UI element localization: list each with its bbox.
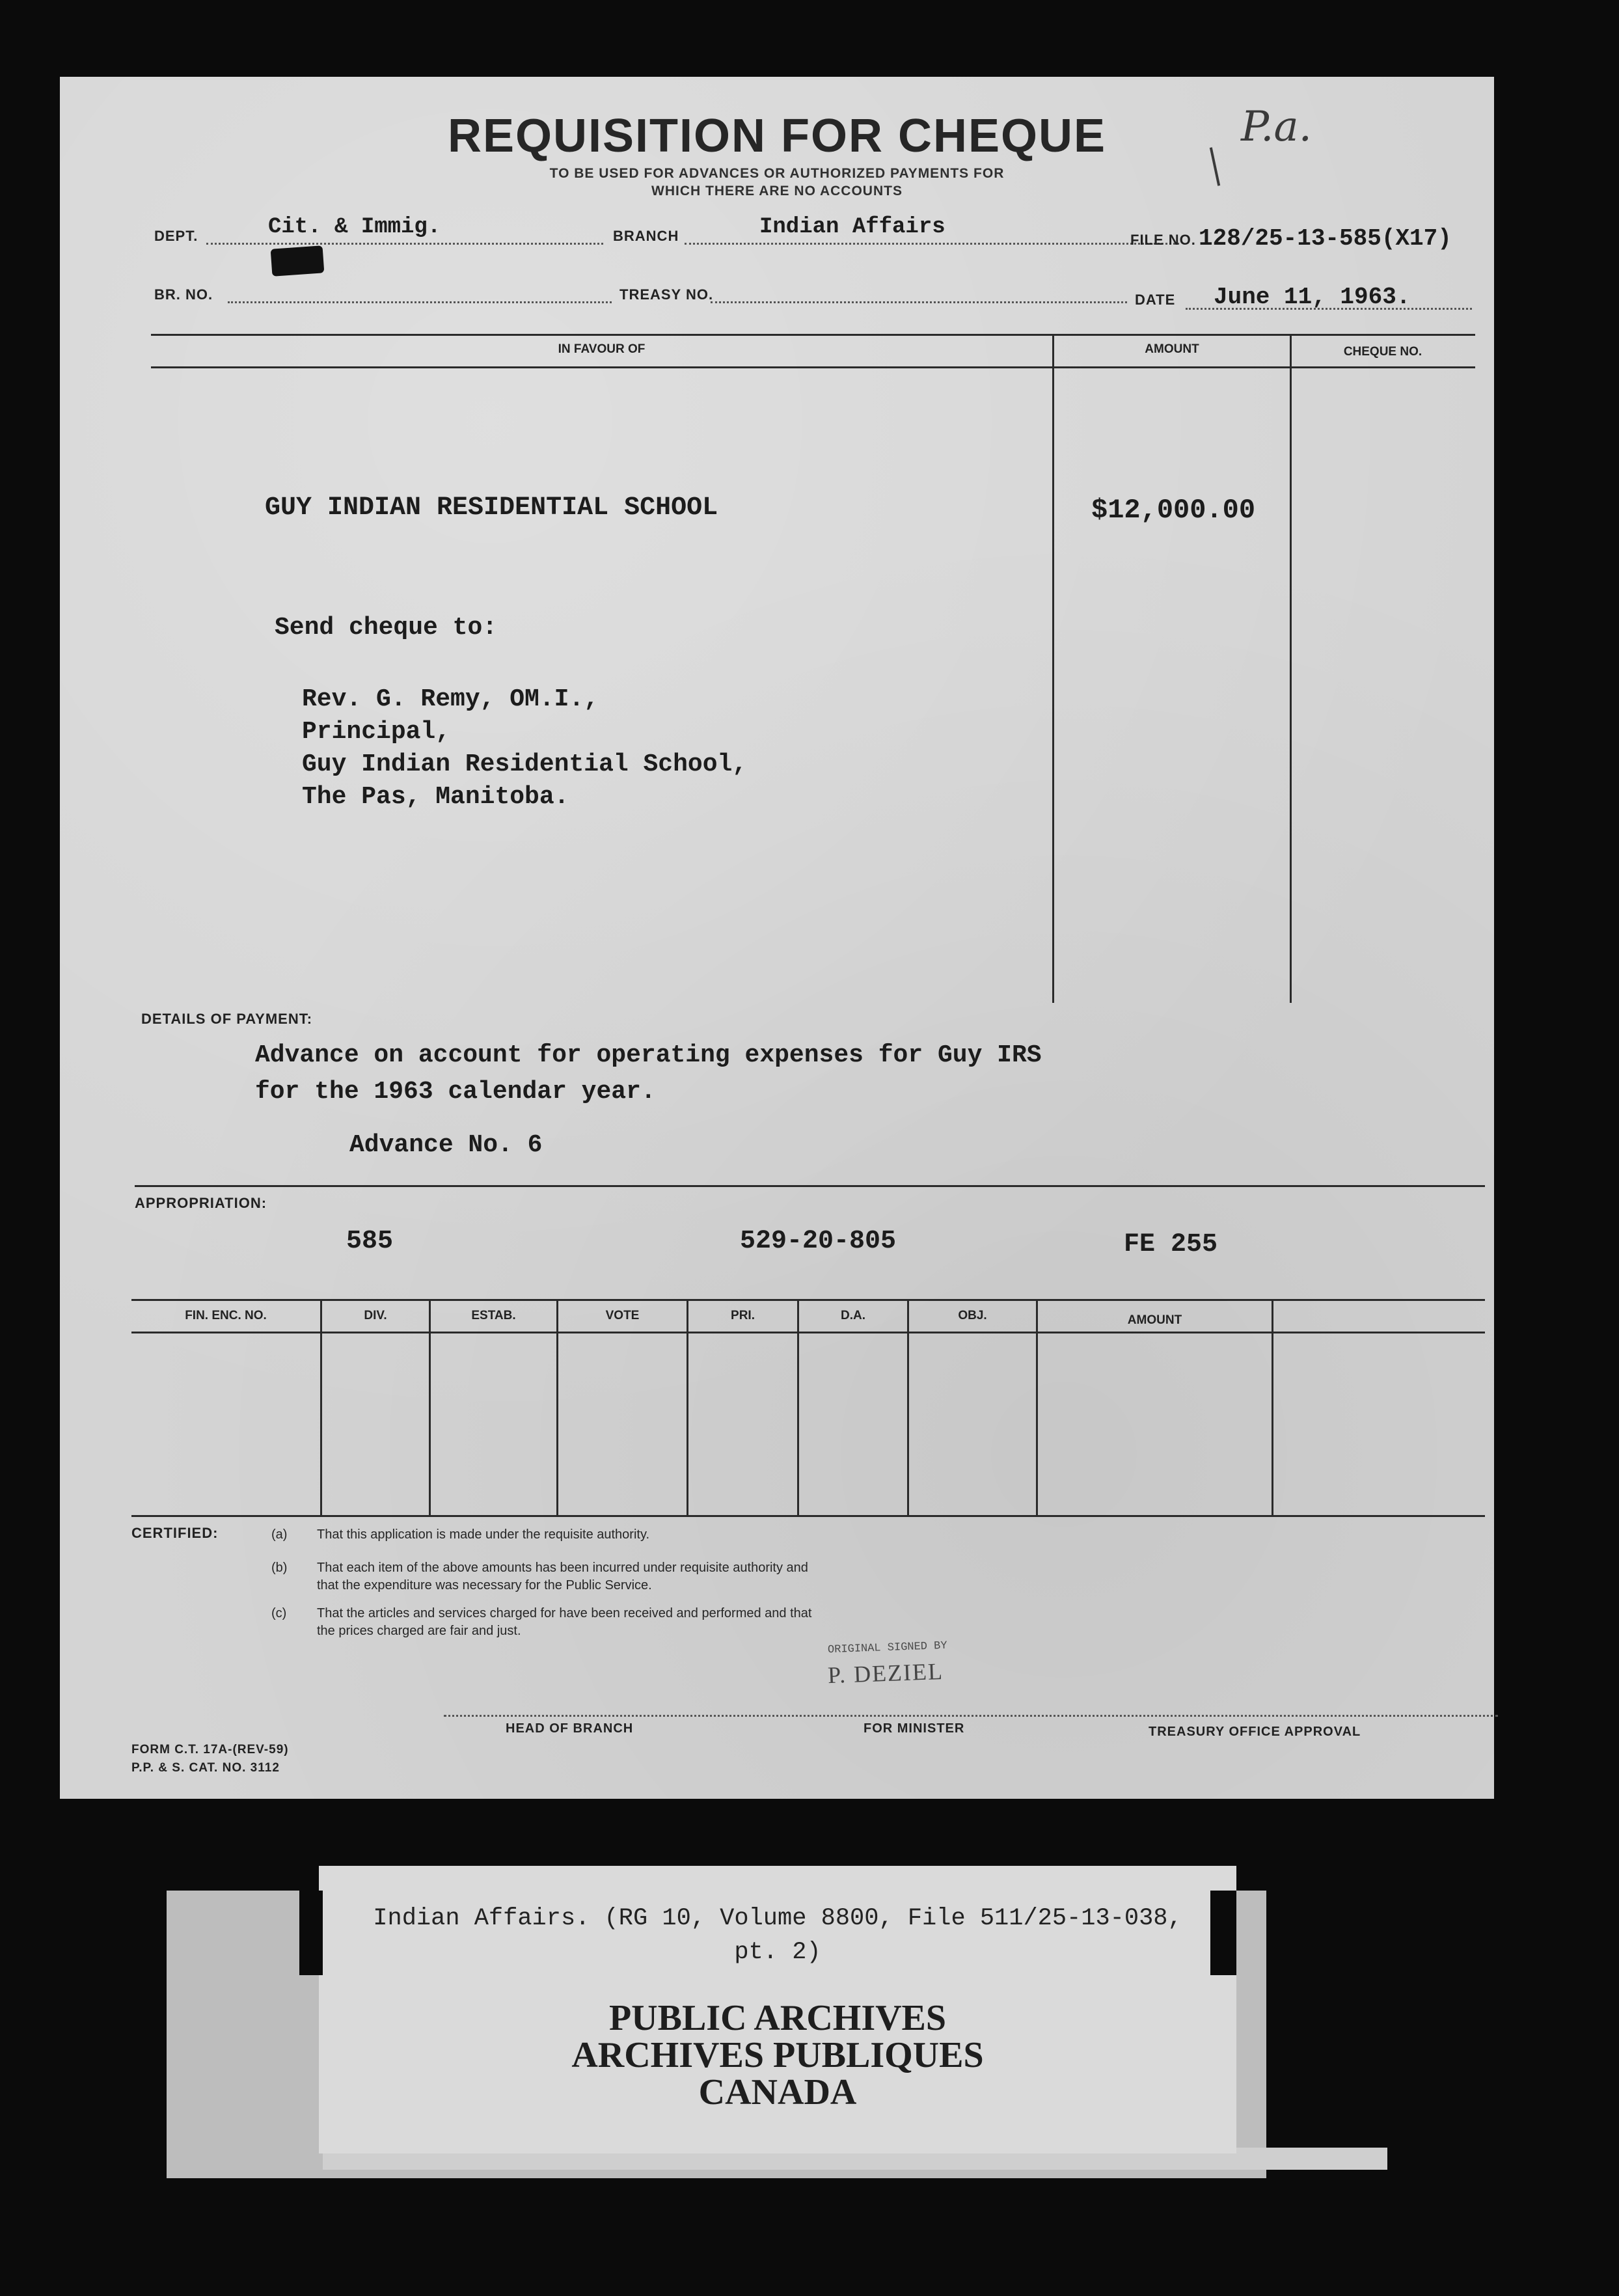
payee-divider-2	[1290, 336, 1292, 1003]
signature-dots	[444, 1715, 1498, 1717]
signature-stamp-name: P. DEZIEL	[827, 1658, 944, 1689]
coding-table-bottom-rule	[131, 1515, 1485, 1517]
col-cheque-no: CHEQUE NO.	[1343, 345, 1422, 359]
cert-c-key: (c)	[271, 1606, 287, 1620]
col-fin-enc-no: FIN. ENC. NO.	[185, 1309, 267, 1322]
for-minister-label: FOR MINISTER	[864, 1721, 965, 1736]
certified-label: CERTIFIED:	[131, 1525, 219, 1541]
payee-divider-1	[1052, 336, 1054, 1003]
archive-card	[319, 1866, 1236, 2153]
br-no-dots	[228, 301, 612, 303]
archive-reference-line-1: Indian Affairs. (RG 10, Volume 8800, File 511/25-13-038,	[373, 1905, 1182, 1932]
file-label: FILE NO.	[1130, 232, 1196, 248]
cert-a-key: (a)	[271, 1527, 288, 1542]
coding-table-header-rule	[131, 1332, 1485, 1333]
requisition-form	[60, 77, 1494, 1799]
cert-b-text-2: that the expenditure was necessary for the Public Service.	[317, 1578, 652, 1592]
head-of-branch-label: HEAD OF BRANCH	[506, 1721, 634, 1736]
archive-name-fr: ARCHIVES PUBLIQUES	[571, 2035, 984, 2075]
payee-table-header-rule	[151, 366, 1475, 368]
coding-divider-3	[556, 1300, 558, 1515]
dept-label: DEPT.	[154, 228, 198, 244]
cert-c-text-1: That the articles and services charged for have been received and performed and that	[317, 1606, 812, 1620]
archive-reference-line-2: pt. 2)	[734, 1939, 821, 1966]
payee-amount: $12,000.00	[1091, 495, 1256, 526]
cert-b-key: (b)	[271, 1561, 288, 1575]
card-slot-left	[299, 1891, 323, 1975]
appropriation-value-2: 529-20-805	[740, 1227, 897, 1256]
send-cheque-heading: Send cheque to:	[275, 614, 498, 642]
advance-number: Advance No. 6	[349, 1131, 543, 1159]
col-coding-amount: AMOUNT	[1127, 1313, 1182, 1327]
catalog-number: P.P. & S. CAT. NO. 3112	[131, 1761, 280, 1775]
col-obj: OBJ.	[958, 1309, 987, 1322]
details-line-2: for the 1963 calendar year.	[255, 1078, 656, 1106]
signature-stamp-caption: ORIGINAL SIGNED BY	[827, 1639, 947, 1657]
subtitle-line-1: TO BE USED FOR ADVANCES OR AUTHORIZED PAYMENTS FOR	[549, 166, 1005, 181]
address-line-4: The Pas, Manitoba.	[302, 783, 569, 811]
subtitle-line-2: WHICH THERE ARE NO ACCOUNTS	[651, 184, 903, 198]
coding-divider-4	[687, 1300, 688, 1515]
archive-reference	[319, 1902, 1236, 1969]
archive-name-en: PUBLIC ARCHIVES	[608, 1998, 947, 2038]
coding-divider-7	[1036, 1300, 1038, 1515]
address-line-3: Guy Indian Residential School,	[302, 750, 748, 778]
archive-country: CANADA	[698, 2072, 857, 2112]
br-no-label: BR. NO.	[154, 286, 213, 303]
branch-dots	[685, 243, 1179, 245]
branch-value: Indian Affairs	[759, 215, 946, 239]
form-title: REQUISITION FOR CHEQUE	[447, 110, 1107, 162]
appropriation-value-1: 585	[346, 1227, 394, 1256]
coding-table-top-rule	[131, 1299, 1485, 1301]
treasury-approval-label: TREASURY OFFICE APPROVAL	[1149, 1725, 1361, 1739]
details-line-1: Advance on account for operating expenses for Guy IRS	[255, 1041, 1042, 1069]
address-line-1: Rev. G. Remy, OM.I.,	[302, 685, 599, 713]
coding-divider-5	[797, 1300, 799, 1515]
col-da: D.A.	[841, 1309, 865, 1322]
branch-label: BRANCH	[613, 228, 679, 244]
date-value: June 11, 1963.	[1214, 284, 1411, 310]
treasy-no-dots	[711, 301, 1127, 303]
col-div: DIV.	[364, 1309, 387, 1322]
dept-value: Cit. & Immig.	[268, 215, 441, 239]
address-line-2: Principal,	[302, 718, 451, 746]
appropriation-value-3: FE 255	[1124, 1230, 1218, 1259]
coding-divider-1	[320, 1300, 322, 1515]
cert-b-text-1: That each item of the above amounts has been incurred under requisite authority and	[317, 1561, 808, 1575]
form-subtitle	[60, 165, 1494, 200]
col-pri: PRI.	[731, 1309, 755, 1322]
form-number: FORM C.T. 17A-(REV-59)	[131, 1743, 289, 1756]
payee-name: GUY INDIAN RESIDENTIAL SCHOOL	[265, 493, 718, 523]
treasy-no-label: TREASY NO.	[619, 286, 714, 303]
cert-c-text-2: the prices charged are fair and just.	[317, 1624, 521, 1638]
col-in-favour-of: IN FAVOUR OF	[558, 342, 646, 356]
details-label: DETAILS OF PAYMENT:	[141, 1011, 313, 1027]
appropriation-label: APPROPRIATION:	[135, 1195, 267, 1211]
col-vote: VOTE	[605, 1309, 640, 1322]
card-slot-right	[1210, 1891, 1236, 1975]
col-estab: ESTAB.	[471, 1309, 516, 1322]
date-label: DATE	[1135, 292, 1176, 308]
coding-divider-6	[907, 1300, 909, 1515]
file-value: 128/25-13-585(X17)	[1199, 225, 1452, 252]
appropriation-rule	[135, 1185, 1485, 1187]
col-amount: AMOUNT	[1145, 342, 1199, 356]
redaction-mark	[271, 245, 325, 276]
coding-divider-2	[429, 1300, 431, 1515]
coding-divider-8	[1272, 1300, 1273, 1515]
dept-dots	[206, 243, 603, 245]
cert-a-text: That this application is made under the requisite authority.	[317, 1527, 650, 1542]
payee-table-top-rule	[151, 334, 1475, 336]
handwritten-mark: P.a.	[1241, 103, 1312, 151]
